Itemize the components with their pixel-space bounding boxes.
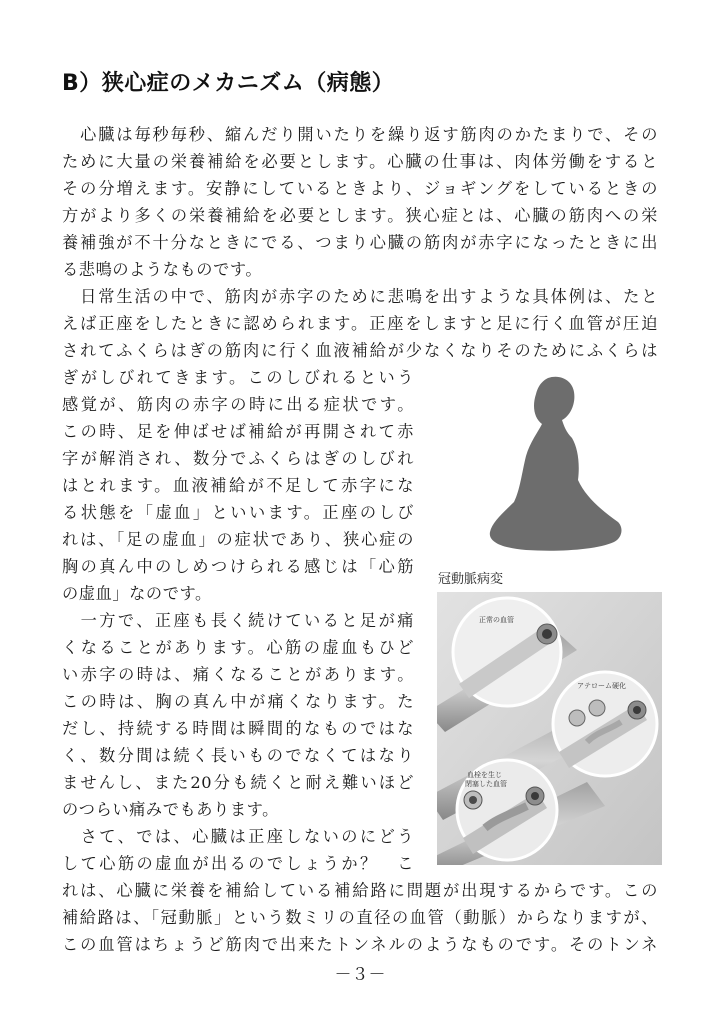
body-line: ぎがしびれてきます。このしびれるという bbox=[62, 368, 414, 387]
body-line: この時、足を伸ばせば補給が再開されて赤 bbox=[62, 422, 414, 441]
body-line: る悲鳴のようなものです。 bbox=[62, 260, 263, 279]
label-atheroma: アテローム硬化 bbox=[577, 683, 626, 690]
kneeling-person-silhouette bbox=[486, 372, 626, 554]
body-line: のつらい痛みでもあります。 bbox=[62, 800, 279, 819]
body-line: い赤字の時は、痛くなることがあります。 bbox=[62, 665, 414, 684]
body-line: く、数分間は続く長いものでなくてはなり bbox=[62, 746, 414, 765]
body-line: ませんし、また20分も続くと耐え難いほど bbox=[62, 773, 414, 792]
body-line: 補給路は、「冠動脈」という数ミリの直径の血管（動脈）からなりますが、 bbox=[62, 908, 658, 927]
body-line: れは、「足の虚血」の症状であり、狭心症の bbox=[62, 530, 414, 549]
body-line: 感覚が、筋肉の赤字の時に出る症状です。 bbox=[62, 395, 414, 414]
body-line: 方がより多くの栄養補給を必要とします。狭心症とは、心臓の筋肉への栄 bbox=[62, 206, 658, 225]
body-line: の虚血」なのです。 bbox=[62, 584, 212, 603]
label-normal-vessel: 正常の血管 bbox=[479, 617, 514, 624]
body-line: だし、持続する時間は瞬間的なものではな bbox=[62, 719, 414, 738]
body-line: ために大量の栄養補給を必要とします。心臓の仕事は、肉体労働をすると bbox=[62, 152, 658, 171]
body-line: 胸の真ん中のしめつけられる感じは「心筋 bbox=[62, 557, 414, 576]
body-line: 日常生活の中で、筋肉が赤字のために悲鳴を出すような具体例は、たと bbox=[62, 287, 658, 306]
body-line: さて、では、心臓は正座しないのにどう bbox=[62, 827, 414, 846]
body-line: くなることがあります。心筋の虚血もひど bbox=[62, 638, 414, 657]
label-thrombus-line2: 閉塞した血管 bbox=[465, 781, 507, 788]
section-heading: B）狭心症のメカニズム（病態） bbox=[62, 71, 395, 96]
body-line: 字が解消され、数分でふくらはぎのしびれ bbox=[62, 449, 414, 468]
body-line: されてふくらはぎの筋肉に行く血液補給が少なくなりそのためにふくらは bbox=[62, 341, 658, 360]
body-line: 心臓は毎秒毎秒、縮んだり開いたりを繰り返す筋肉のかたまりで、その bbox=[62, 125, 658, 144]
body-line: 一方で、正座も長く続けていると足が痛 bbox=[62, 611, 414, 630]
body-line: して心筋の虚血が出るのでしょうか？ こ bbox=[62, 854, 414, 873]
body-line: この時は、胸の真ん中が痛くなります。た bbox=[62, 692, 414, 711]
body-line: えば正座をしたときに認められます。正座をしますと足に行く血管が圧迫 bbox=[62, 314, 658, 333]
body-line: れは、心臓に栄養を補給している補給路に問題が出現するからです。この bbox=[62, 881, 658, 900]
figure-caption: 冠動脈病変 bbox=[438, 572, 504, 587]
body-line: その分増えます。安静にしているときより、ジョギングをしているときの bbox=[62, 179, 658, 198]
page-number: －３－ bbox=[334, 965, 386, 985]
body-line: 養補強が不十分なときにでる、つまり心臓の筋肉が赤字になったときに出 bbox=[62, 233, 658, 252]
label-thrombus-line1: 血栓を生じ bbox=[467, 772, 502, 779]
body-line: はとれます。血液補給が不足して赤字にな bbox=[62, 476, 414, 495]
coronary-artery-illustration bbox=[437, 592, 662, 865]
body-line: この血管はちょうど筋肉で出来たトンネルのようなものです。そのトンネ bbox=[62, 935, 658, 954]
body-line: る状態を「虚血」といいます。正座のしび bbox=[62, 503, 414, 522]
